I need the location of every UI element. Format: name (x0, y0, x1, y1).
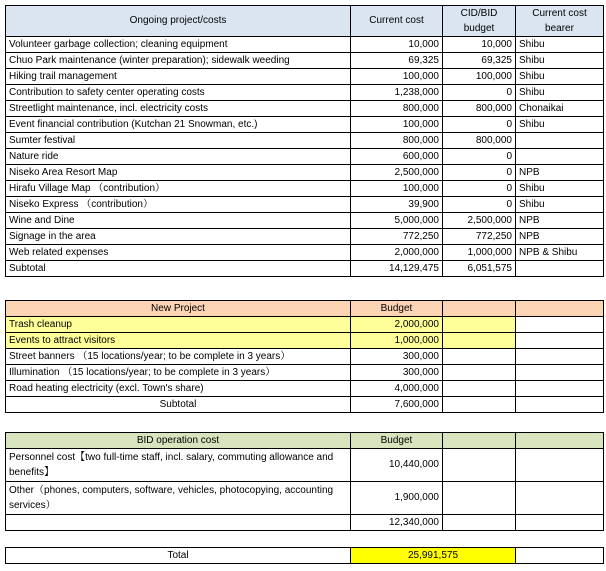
subtotal-bearer-cell[interactable] (516, 261, 604, 277)
bid-item-budget[interactable]: 1,900,000 (351, 482, 443, 515)
table-row (6, 333, 604, 349)
new-project-subtotal-budget[interactable]: 7,600,000 (351, 397, 443, 413)
empty-cell[interactable] (443, 381, 516, 397)
table-row (6, 381, 604, 397)
bid-item-name[interactable]: Personnel cost【two full-time staff, incl. salary, commuting allowance and benefits】 (6, 449, 351, 482)
project-name[interactable]: Hirafu Village Map （contribution） (6, 181, 351, 197)
current-cost[interactable]: 800,000 (351, 133, 443, 149)
new-project-table (5, 300, 604, 413)
current-cost[interactable]: 100,000 (351, 181, 443, 197)
table-row (6, 349, 604, 365)
bid-operation-table (5, 432, 604, 531)
cid-bid-budget[interactable]: 800,000 (443, 101, 516, 117)
cid-bid-budget[interactable]: 772,250 (443, 229, 516, 245)
new-project-name[interactable]: Road heating electricity (excl. Town's share) (6, 381, 351, 397)
table-row (6, 317, 604, 333)
table-row (6, 69, 604, 85)
table-row (6, 449, 604, 482)
current-cost[interactable]: 772,250 (351, 229, 443, 245)
bid-operation-subtotal-row (6, 515, 604, 531)
total-label[interactable]: Total (6, 548, 351, 564)
empty-cell[interactable] (443, 349, 516, 365)
new-project-budget[interactable]: 300,000 (351, 365, 443, 381)
empty-cell[interactable] (516, 317, 604, 333)
table-row (6, 85, 604, 101)
ongoing-table (5, 5, 604, 277)
cid-bid-budget[interactable]: 0 (443, 165, 516, 181)
current-cost[interactable]: 2,000,000 (351, 245, 443, 261)
new-project-subtotal-label[interactable]: Subtotal (6, 397, 351, 413)
new-project-subtotal-row (6, 397, 604, 413)
cost-bearer[interactable]: NPB (516, 229, 604, 245)
total-row (6, 548, 604, 564)
new-project-header-row (6, 301, 604, 317)
table-row (6, 37, 604, 53)
cid-bid-budget[interactable]: 100,000 (443, 69, 516, 85)
cid-bid-budget[interactable]: 0 (443, 149, 516, 165)
empty-cell[interactable] (443, 333, 516, 349)
project-name[interactable]: Chuo Park maintenance (winter preparation); sidewalk weeding (6, 53, 351, 69)
empty-cell[interactable] (516, 482, 604, 515)
new-project-budget[interactable]: 2,000,000 (351, 317, 443, 333)
table-row (6, 245, 604, 261)
project-name[interactable]: Contribution to safety center operating costs (6, 85, 351, 101)
table-row (6, 133, 604, 149)
subtotal-cid-bid-budget[interactable]: 6,051,575 (443, 261, 516, 277)
ongoing-rows (6, 37, 604, 261)
table-row (6, 213, 604, 229)
cost-bearer[interactable]: Shibu (516, 53, 604, 69)
empty-cell[interactable] (516, 365, 604, 381)
bid-item-name[interactable]: Other（phones, computers, software, vehicles, photocopying, accounting services） (6, 482, 351, 515)
cid-bid-budget[interactable]: 2,500,000 (443, 213, 516, 229)
cid-bid-budget-header[interactable]: CID/BID budget (443, 6, 516, 37)
new-project-budget-header[interactable]: Budget (351, 301, 443, 317)
subtotal-current-cost[interactable]: 14,129,475 (351, 261, 443, 277)
bid-operation-budget-header[interactable]: Budget (351, 433, 443, 449)
table-row (6, 482, 604, 515)
bid-operation-subtotal-budget[interactable]: 12,340,000 (351, 515, 443, 531)
project-name[interactable]: Wine and Dine (6, 213, 351, 229)
project-name[interactable]: Niseko Express （contribution） (6, 197, 351, 213)
project-name[interactable]: Web related expenses (6, 245, 351, 261)
cost-bearer-header[interactable]: Current cost bearer (516, 6, 604, 37)
new-project-header[interactable]: New Project (6, 301, 351, 317)
cost-bearer[interactable]: Shibu (516, 69, 604, 85)
cost-bearer[interactable]: Chonaikai (516, 101, 604, 117)
cost-bearer[interactable]: Shibu (516, 117, 604, 133)
new-project-budget[interactable]: 1,000,000 (351, 333, 443, 349)
empty-cell[interactable] (516, 333, 604, 349)
cid-bid-budget[interactable]: 0 (443, 181, 516, 197)
table-row (6, 149, 604, 165)
empty-header-cell[interactable] (516, 433, 604, 449)
cid-bid-budget[interactable]: 800,000 (443, 133, 516, 149)
project-name[interactable]: Signage in the area (6, 229, 351, 245)
bid-item-budget[interactable]: 10,440,000 (351, 449, 443, 482)
table-row (6, 165, 604, 181)
project-name[interactable]: Volunteer garbage collection; cleaning equipment (6, 37, 351, 53)
empty-cell[interactable] (516, 349, 604, 365)
empty-cell[interactable] (516, 515, 604, 531)
project-name[interactable]: Nature ride (6, 149, 351, 165)
cost-bearer[interactable]: Shibu (516, 181, 604, 197)
empty-cell[interactable] (443, 482, 516, 515)
empty-header-cell[interactable] (443, 301, 516, 317)
new-project-rows (6, 317, 604, 397)
empty-cell[interactable] (516, 397, 604, 413)
current-cost[interactable]: 100,000 (351, 117, 443, 133)
empty-cell[interactable] (443, 515, 516, 531)
current-cost[interactable]: 5,000,000 (351, 213, 443, 229)
empty-cell[interactable] (516, 381, 604, 397)
current-cost[interactable]: 100,000 (351, 69, 443, 85)
cost-bearer[interactable]: NPB (516, 213, 604, 229)
new-project-name[interactable]: Trash cleanup (6, 317, 351, 333)
current-cost[interactable]: 1,238,000 (351, 85, 443, 101)
cid-bid-budget[interactable]: 69,325 (443, 53, 516, 69)
ongoing-subtotal-row (6, 261, 604, 277)
total-value[interactable]: 25,991,575 (351, 548, 516, 564)
project-name[interactable]: Hiking trail management (6, 69, 351, 85)
bid-operation-header-row (6, 433, 604, 449)
cost-bearer[interactable]: Shibu (516, 37, 604, 53)
cid-bid-budget[interactable]: 1,000,000 (443, 245, 516, 261)
new-project-budget[interactable]: 4,000,000 (351, 381, 443, 397)
cost-bearer[interactable]: NPB (516, 165, 604, 181)
new-project-name[interactable]: Street banners （15 locations/year; to be complete in 3 years） (6, 349, 351, 365)
cid-bid-budget[interactable]: 10,000 (443, 37, 516, 53)
table-row (6, 229, 604, 245)
empty-cell[interactable] (443, 397, 516, 413)
ongoing-project-header[interactable]: Ongoing project/costs (6, 6, 351, 37)
cid-bid-budget[interactable]: 0 (443, 197, 516, 213)
table-row (6, 101, 604, 117)
empty-cell[interactable] (443, 317, 516, 333)
current-cost[interactable]: 600,000 (351, 149, 443, 165)
current-cost-header[interactable]: Current cost (351, 6, 443, 37)
empty-cell[interactable] (443, 449, 516, 482)
project-name[interactable]: Niseko Area Resort Map (6, 165, 351, 181)
current-cost[interactable]: 2,500,000 (351, 165, 443, 181)
table-row (6, 181, 604, 197)
empty-cell[interactable] (6, 515, 351, 531)
table-row (6, 117, 604, 133)
cost-bearer[interactable] (516, 133, 604, 149)
empty-header-cell[interactable] (516, 301, 604, 317)
cid-bid-budget[interactable]: 0 (443, 85, 516, 101)
table-row (6, 53, 604, 69)
current-cost[interactable]: 39,900 (351, 197, 443, 213)
table-row (6, 197, 604, 213)
project-name[interactable]: Sumter festival (6, 133, 351, 149)
project-name[interactable]: Streetlight maintenance, incl. electricity costs (6, 101, 351, 117)
cost-bearer[interactable]: NPB & Shibu (516, 245, 604, 261)
empty-header-cell[interactable] (443, 433, 516, 449)
new-project-name[interactable]: Events to attract visitors (6, 333, 351, 349)
new-project-name[interactable]: Illumination （15 locations/year; to be complete in 3 years） (6, 365, 351, 381)
empty-cell[interactable] (443, 365, 516, 381)
cost-bearer[interactable]: Shibu (516, 197, 604, 213)
total-table (5, 547, 604, 564)
cid-bid-budget[interactable]: 0 (443, 117, 516, 133)
current-cost[interactable]: 800,000 (351, 101, 443, 117)
ongoing-header-row (6, 6, 604, 37)
current-cost[interactable]: 10,000 (351, 37, 443, 53)
bid-operation-header[interactable]: BID operation cost (6, 433, 351, 449)
new-project-budget[interactable]: 300,000 (351, 349, 443, 365)
empty-cell[interactable] (516, 449, 604, 482)
cost-bearer[interactable]: Shibu (516, 85, 604, 101)
cost-bearer[interactable] (516, 149, 604, 165)
table-row (6, 365, 604, 381)
project-name[interactable]: Event financial contribution (Kutchan 21 Snowman, etc.) (6, 117, 351, 133)
current-cost[interactable]: 69,325 (351, 53, 443, 69)
empty-cell[interactable] (516, 548, 604, 564)
subtotal-label[interactable]: Subtotal (6, 261, 351, 277)
